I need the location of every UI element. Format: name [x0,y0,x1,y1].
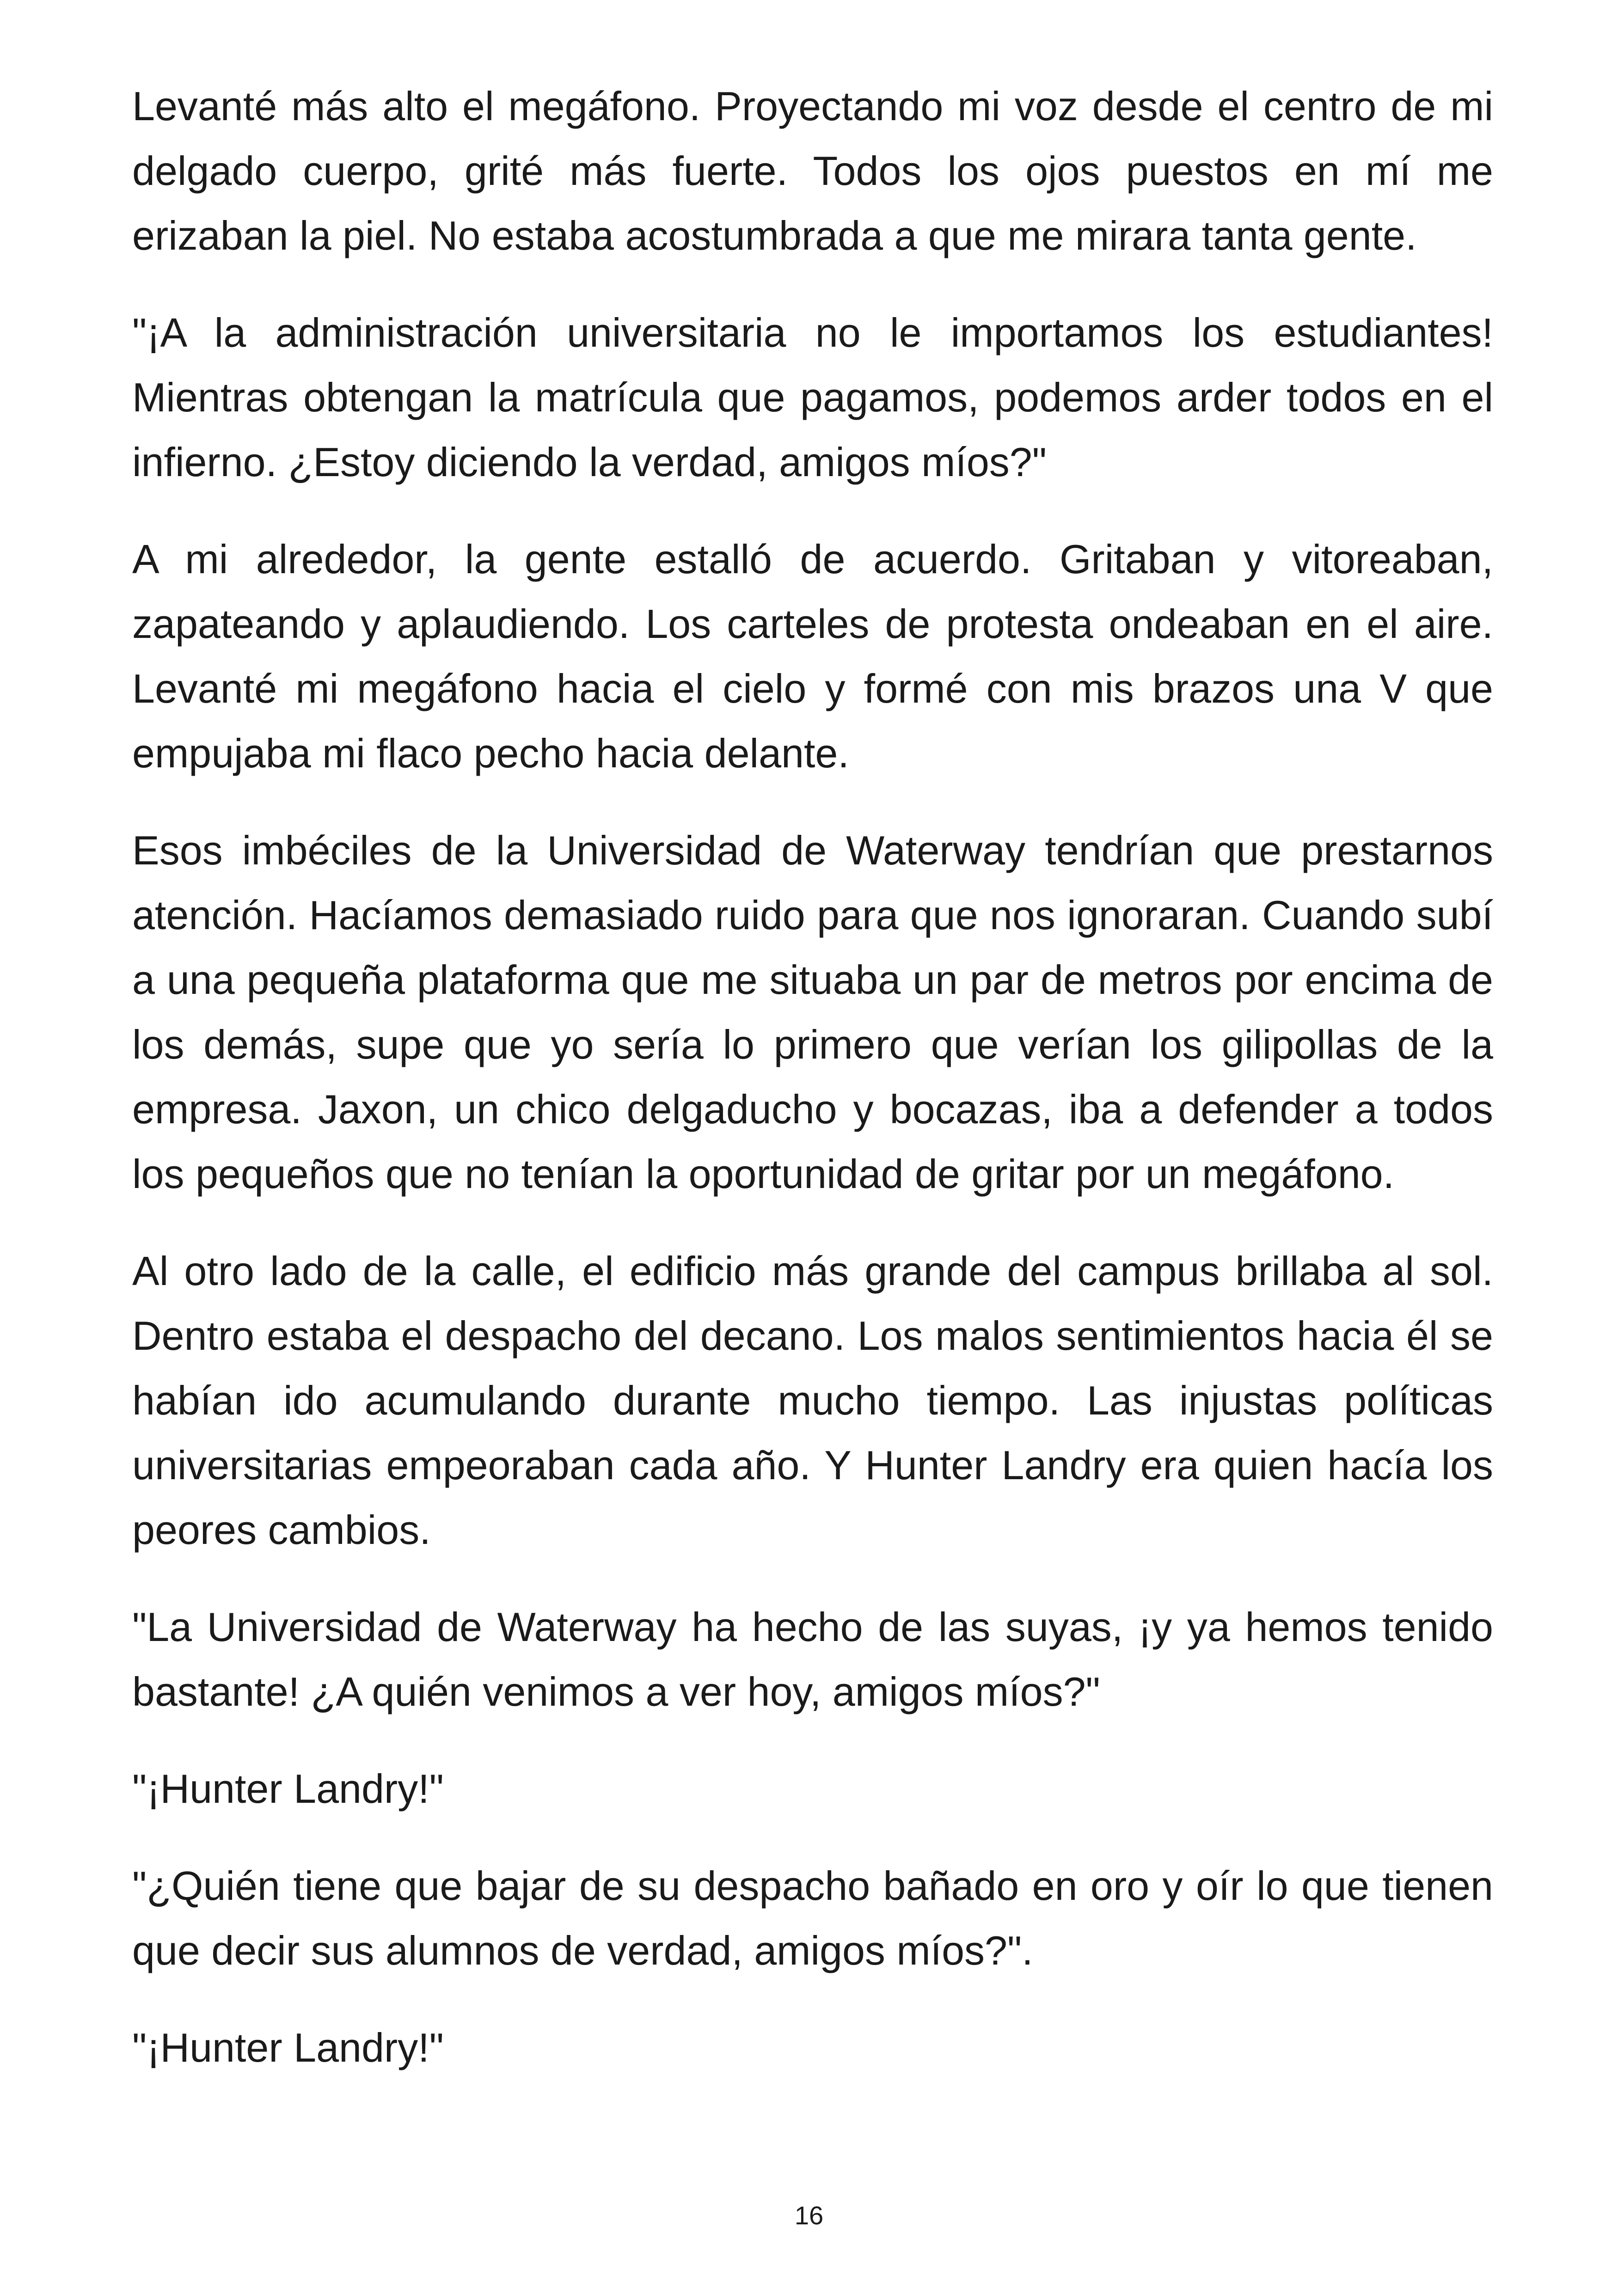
paragraph-7: "¡Hunter Landry!" [132,1766,444,1812]
paragraph-1: Levanté más alto el megáfono. Proyectando mi voz desde el centro de mi delgado cuerpo, grité más fuerte. Todos los ojos puestos en mí me erizaban la piel. No estaba acostumbrada a que me mirara tanta gente. [132,83,1493,258]
paragraph-5: Al otro lado de la calle, el edificio más grande del campus brillaba al sol. Dentro estaba el despacho del decano. Los malos sentimientos hacia él se habían ido acumulando durante mucho tiempo. Las injustas políticas universitarias empeoraban cada año. Y Hunter Landry era quien hacía los peores cambios. [132,1248,1493,1553]
paragraph-3: A mi alrededor, la gente estalló de acuerdo. Gritaban y vitoreaban, zapateando y aplaudiendo. Los carteles de protesta ondeaban en el aire. Levanté mi megáfono hacia el cielo y formé con mis brazos una V que empujaba mi flaco pecho hacia delante. [132,536,1493,776]
paragraph-9: "¡Hunter Landry!" [132,2025,444,2070]
paragraph-2: "¡A la administración universitaria no le importamos los estudiantes! Mientras obtengan la matrícula que pagamos, podemos arder todos en el infierno. ¿Estoy diciendo la verdad, amigos míos?" [132,310,1493,485]
page-number: 16 [794,2201,824,2230]
body-text [132,74,1493,2112]
paragraph-8: "¿Quién tiene que bajar de su despacho bañado en oro y oír lo que tienen que decir sus alumnos de verdad, amigos míos?". [132,1863,1493,1973]
paragraph-4: Esos imbéciles de la Universidad de Waterway tendrían que prestarnos atención. Hacíamos demasiado ruido para que nos ignoraran. Cuando subí a una pequeña plataforma que me situaba un par de metros por encima de los demás, supe que yo sería lo primero que verían los gilipollas de la empresa. Jaxon, un chico delgaducho y bocazas, iba a defender a todos los pequeños que no tenían la oportunidad de gritar por un megáfono. [132,827,1493,1197]
paragraph-6: "La Universidad de Waterway ha hecho de las suyas, ¡y ya hemos tenido bastante! ¿A quién venimos a ver hoy, amigos míos?" [132,1604,1493,1714]
